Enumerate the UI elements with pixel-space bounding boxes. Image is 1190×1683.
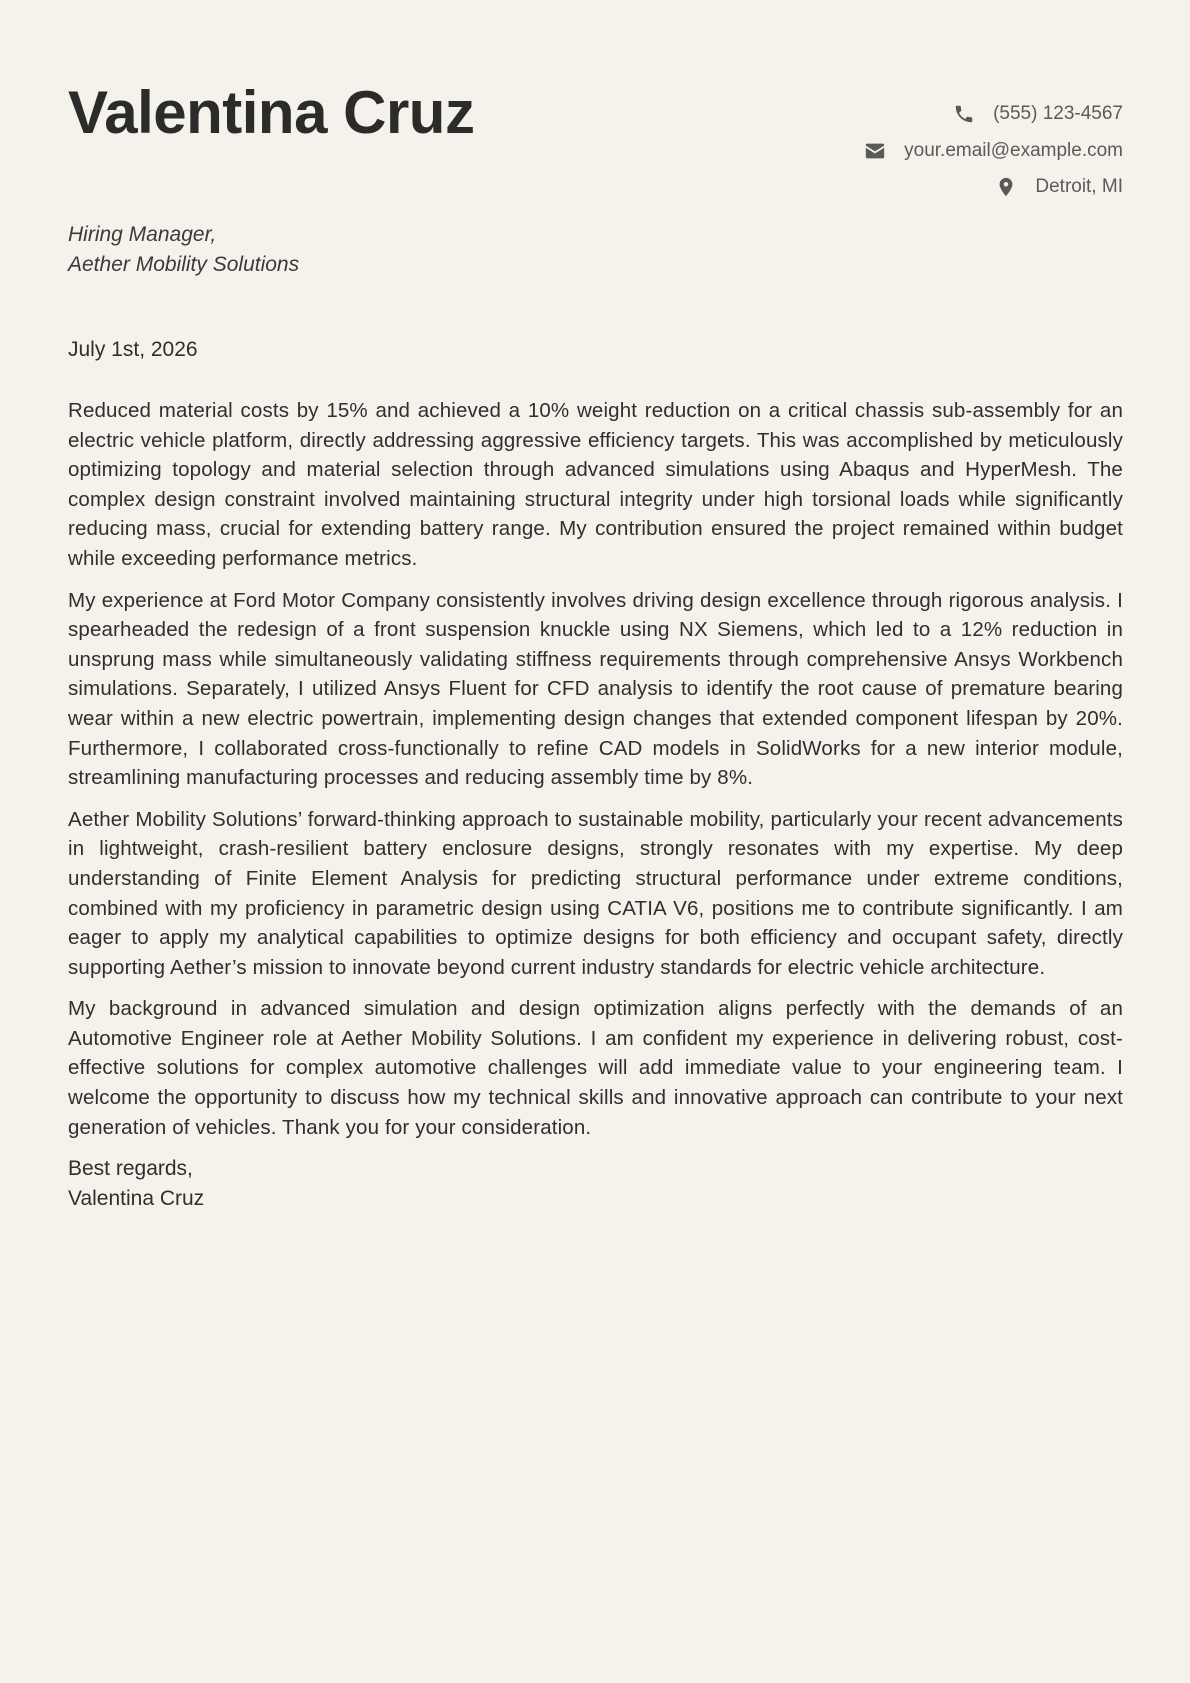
body-paragraph: Aether Mobility Solutions’ forward-thinking approach to sustainable mobility, particularly your recent advancements in lightweight, crash-resilient battery enclosure designs, strongly resonates with my expertise. My deep understanding of Finite Element Analysis for predicting structural performance under extreme conditions, combined with my proficiency in parametric design using CATIA V6, positions me to contribute significantly. I am eager to apply my analytical capabilities to optimize designs for both efficiency and occupant safety, directly supporting Aether’s mission to innovate beyond current industry standards for electric vehicle architecture. [68, 807, 1123, 979]
phone-number: (555) 123-4567 [993, 103, 1123, 125]
envelope-icon [864, 140, 886, 162]
phone-icon [953, 103, 975, 125]
applicant-name: Valentina Cruz [68, 79, 475, 146]
contact-info [864, 96, 1123, 206]
recipient-title: Hiring Manager, [68, 223, 217, 246]
contact-email [864, 133, 1123, 170]
map-pin-icon [995, 176, 1017, 198]
recipient-company: Aether Mobility Solutions [68, 252, 300, 276]
contact-phone [864, 96, 1123, 133]
letter-body [68, 396, 1123, 1213]
body-paragraph: My experience at Ford Motor Company consistently involves driving design excellence through rigorous analysis. I spearheaded the redesign of a front suspension knuckle using NX Siemens, which led to a 12% reduction in unsprung mass while simultaneously validating stiffness requirements through comprehensive Ansys Workbench simulations. Separately, I utilized Ansys Fluent for CFD analysis to identify the root cause of premature bearing wear within a new electric powertrain, implementing design changes that extended component lifespan by 20%. Furthermore, I collaborated cross-functionally to refine CAD models in SolidWorks for a new interior module, streamlining manufacturing processes and reducing assembly time by 8%. [68, 588, 1123, 790]
signature-name: Valentina Cruz [68, 1186, 205, 1210]
location: Detroit, MI [1035, 176, 1123, 198]
letter-date: July 1st, 2026 [68, 338, 198, 361]
email-address: your.email@example.com [904, 139, 1123, 161]
recipient-block [68, 220, 299, 279]
contact-location [864, 169, 1123, 206]
body-paragraph: My background in advanced simulation and design optimization aligns perfectly with the demands of an Automotive Engineer role at Aether Mobility Solutions. I am confident my experience in delivering robust, cost-effective solutions for complex automotive challenges will add immediate value to your engineering team. I welcome the opportunity to discuss how my technical skills and innovative approach can contribute to your next generation of vehicles. Thank you for your consideration. [68, 997, 1123, 1139]
closing-salutation: Best regards, [68, 1157, 193, 1181]
closing-block [68, 1154, 1123, 1213]
body-paragraph: Reduced material costs by 15% and achieved a 10% weight reduction on a critical chassis sub-assembly for an electric vehicle platform, directly addressing aggressive efficiency targets. This was accomplished by meticulously optimizing topology and material selection through advanced simulations using Abaqus and HyperMesh. The complex design constraint involved maintaining structural integrity under high torsional loads while significantly reducing mass, crucial for extending battery range. My contribution ensured the project remained within budget while exceeding performance metrics. [68, 399, 1123, 570]
